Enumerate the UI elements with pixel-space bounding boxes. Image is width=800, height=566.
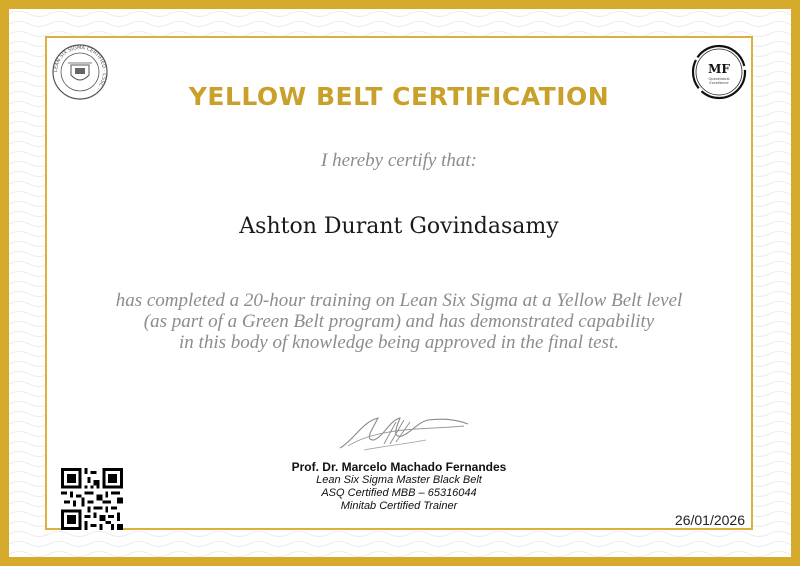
statement-line: has completed a 20-hour training on Lean Six Sigma at a Yellow Belt level (115, 290, 683, 311)
mf-tagline-1: Operational (708, 77, 730, 81)
qr-code-icon[interactable] (61, 468, 123, 530)
signer-name: Prof. Dr. Marcelo Machado Fernandes (291, 460, 507, 474)
inner-frame (45, 36, 753, 530)
certificate-statement (77, 290, 721, 353)
signer-credential: ASQ Certified MBB – 65316044 (321, 487, 477, 499)
recipient-name: Ashton Durant Govindasamy (239, 214, 559, 239)
signer-credential: Minitab Certified Trainer (340, 500, 458, 512)
signer-block (47, 461, 751, 513)
statement-line: (as part of a Green Belt program) and has demonstrated capability (143, 311, 655, 332)
seal-ring-text: LEAN SIX SIGMA CERTIFIED · CSSC · (52, 44, 108, 91)
certify-intro: I hereby certify that: (321, 150, 477, 171)
issue-date: 26/01/2026 (674, 512, 745, 528)
handwritten-signature (334, 410, 474, 454)
statement-line: in this body of knowledge being approved in the final test. (179, 332, 619, 353)
certificate-title: YELLOW BELT CERTIFICATION (188, 82, 610, 111)
mf-tagline-2: Excellence (709, 81, 729, 85)
signer-credential: Lean Six Sigma Master Black Belt (316, 474, 482, 486)
mf-monogram: MF (708, 62, 730, 76)
